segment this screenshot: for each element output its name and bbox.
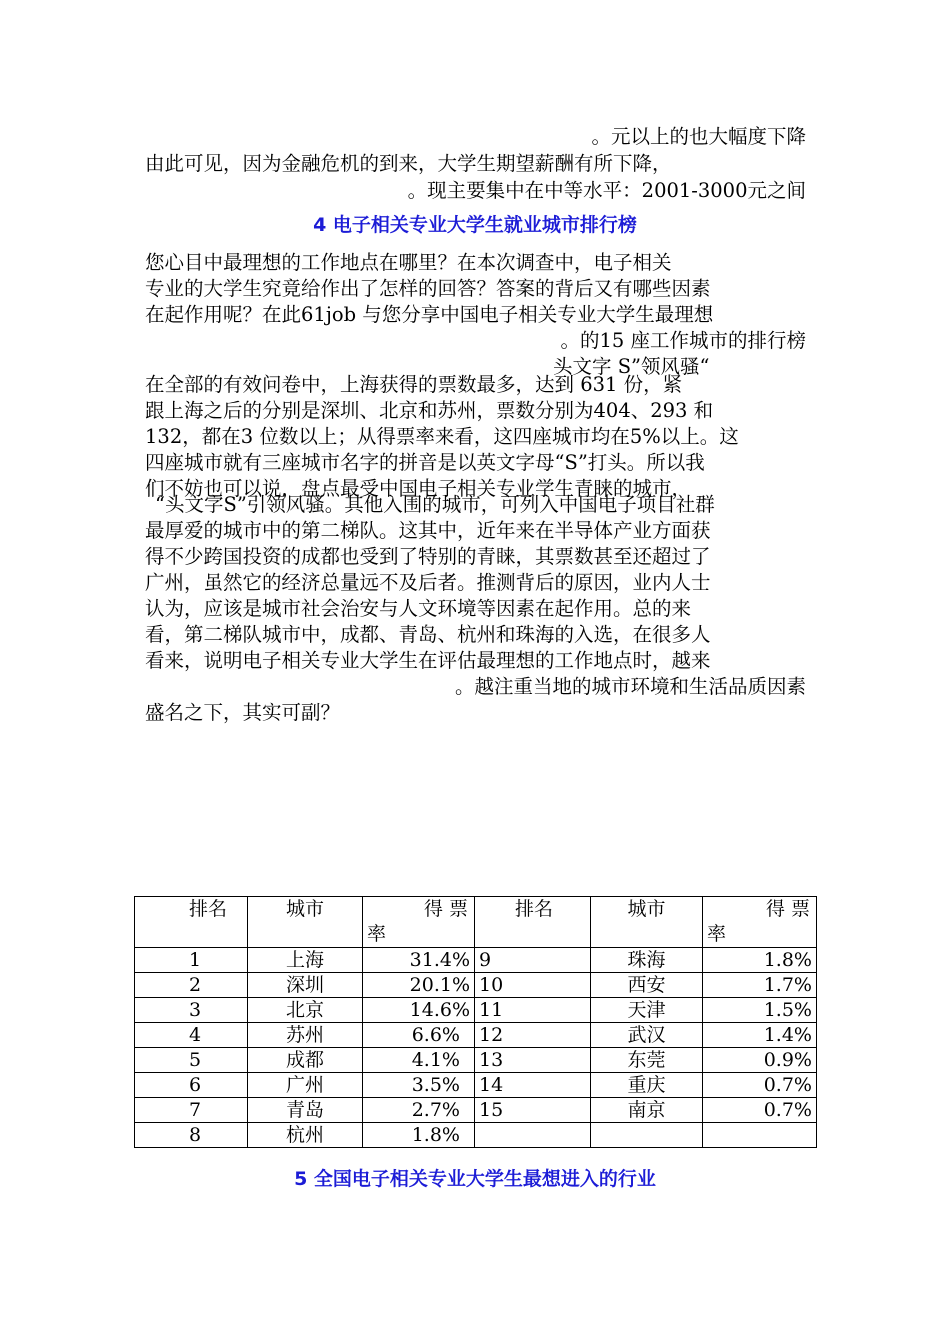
- rank-cell: [475, 1123, 591, 1148]
- rate-cell: 3.5%: [363, 1073, 475, 1098]
- text-line: 专业的大学生究竟给作出了怎样的回答？答案的背后又有哪些因素: [145, 277, 711, 300]
- text-line: 。现主要集中在中等水平：2001-3000元之间: [407, 179, 806, 202]
- rank-cell: 3: [135, 998, 248, 1023]
- text-line: 在起作用呢？在此61job 与您分享中国电子相关专业大学生最理想: [145, 303, 714, 326]
- rank-cell: 5: [135, 1048, 248, 1073]
- rate-cell: 1.5%: [703, 998, 817, 1023]
- table-row: [135, 1048, 817, 1073]
- rate-cell: 1.8%: [363, 1123, 475, 1148]
- table-row: [135, 998, 817, 1023]
- rank-cell: 4: [135, 1023, 248, 1048]
- table-row: [135, 948, 817, 973]
- city-cell: 上海: [248, 948, 363, 973]
- rate-cell: 14.6%: [363, 998, 475, 1023]
- rate-cell: 0.7%: [703, 1098, 817, 1123]
- rank-cell: 7: [135, 1098, 248, 1123]
- rank-cell: 15: [475, 1098, 591, 1123]
- text-line: 最厚爱的城市中的第二梯队。这其中，近年来在半导体产业方面获: [145, 519, 711, 542]
- rate-cell: 1.7%: [703, 973, 817, 998]
- rate-cell: 0.9%: [703, 1048, 817, 1073]
- section-heading: 5 全国电子相关专业大学生最想进入的行业: [294, 1168, 656, 1190]
- text-line: 。越注重当地的城市环境和生活品质因素: [454, 675, 806, 698]
- city-cell: 杭州: [248, 1123, 363, 1148]
- city-cell: 西安: [591, 973, 703, 998]
- rank-cell: 8: [135, 1123, 248, 1148]
- rank-cell: 14: [475, 1073, 591, 1098]
- city-cell: 武汉: [591, 1023, 703, 1048]
- text-line: 四座城市就有三座城市名字的拼音是以英文字母“S”打头。所以我: [145, 451, 705, 474]
- rank-cell: 13: [475, 1048, 591, 1073]
- table-row: [135, 1023, 817, 1048]
- city-cell: 天津: [591, 998, 703, 1023]
- rate-cell: 0.7%: [703, 1073, 817, 1098]
- city-cell: 青岛: [248, 1098, 363, 1123]
- header-rank: 排名: [475, 897, 591, 948]
- city-cell: 南京: [591, 1098, 703, 1123]
- text-line: 们不妨也可以说，盘点最受中国电子相关专业学生青睐的城市，: [145, 477, 692, 500]
- text-line: 您心目中最理想的工作地点在哪里？在本次调查中，电子相关: [145, 251, 672, 274]
- rank-cell: 9: [475, 948, 591, 973]
- text-line: 跟上海之后的分别是深圳、北京和苏州，票数分别为404、293 和: [145, 399, 714, 422]
- rate-cell: 31.4%: [363, 948, 475, 973]
- table-header-row: [135, 897, 817, 948]
- city-cell: 珠海: [591, 948, 703, 973]
- text-line: 认为，应该是城市社会治安与人文环境等因素在起作用。总的来: [145, 597, 692, 620]
- text-line: 132，都在3 位数以上；从得票率来看，这四座城市均在5%以上。这: [145, 425, 739, 448]
- table-row: [135, 1098, 817, 1123]
- text-line: 看，第二梯队城市中，成都、青岛、杭州和珠海的入选，在很多人: [145, 623, 711, 646]
- city-ranking-table: [134, 896, 817, 1148]
- rate-cell: 1.4%: [703, 1023, 817, 1048]
- header-rank: 排名: [135, 897, 248, 948]
- rate-cell: 1.8%: [703, 948, 817, 973]
- rank-cell: 1: [135, 948, 248, 973]
- city-cell: 重庆: [591, 1073, 703, 1098]
- rank-cell: 10: [475, 973, 591, 998]
- city-cell: 苏州: [248, 1023, 363, 1048]
- city-cell: [591, 1123, 703, 1148]
- text-line: 。的15 座工作城市的排行榜: [560, 329, 806, 352]
- header-rate: 得 票 率: [363, 897, 475, 948]
- section-heading: 4 电子相关专业大学生就业城市排行榜: [313, 214, 637, 236]
- header-city: 城市: [591, 897, 703, 948]
- text-line: 由此可见，因为金融危机的到来，大学生期望薪酬有所下降，: [145, 152, 672, 175]
- rank-cell: 12: [475, 1023, 591, 1048]
- rate-cell: 2.7%: [363, 1098, 475, 1123]
- table-row: [135, 1073, 817, 1098]
- text-line: “头文字S”引领风骚。其他入围的城市，可列入中国电子项目社群: [155, 493, 715, 516]
- rank-cell: 11: [475, 998, 591, 1023]
- rank-cell: 6: [135, 1073, 248, 1098]
- city-cell: 深圳: [248, 973, 363, 998]
- rate-cell: 20.1%: [363, 973, 475, 998]
- text-line: 看来，说明电子相关专业大学生在评估最理想的工作地点时，越来: [145, 649, 711, 672]
- header-city: 城市: [248, 897, 363, 948]
- table-row: [135, 973, 817, 998]
- text-line: 。元以上的也大幅度下降: [591, 125, 806, 148]
- text-line: 得不少跨国投资的成都也受到了特别的青睐，其票数甚至还超过了: [145, 545, 711, 568]
- city-cell: 东莞: [591, 1048, 703, 1073]
- header-rate: 得 票 率: [703, 897, 817, 948]
- rate-cell: 4.1%: [363, 1048, 475, 1073]
- city-cell: 广州: [248, 1073, 363, 1098]
- rank-cell: 2: [135, 973, 248, 998]
- text-line: 盛名之下，其实可副？: [145, 701, 341, 724]
- text-line: 广州，虽然它的经济总量远不及后者。推测背后的原因，业内人士: [145, 571, 711, 594]
- table-row: [135, 1123, 817, 1148]
- rate-cell: 6.6%: [363, 1023, 475, 1048]
- text-line: 在全部的有效问卷中，上海获得的票数最多，达到 631 份，紧: [145, 373, 683, 396]
- city-cell: 成都: [248, 1048, 363, 1073]
- rate-cell: [703, 1123, 817, 1148]
- city-cell: 北京: [248, 998, 363, 1023]
- subtitle: 头文字 S”领风骚“: [553, 355, 710, 378]
